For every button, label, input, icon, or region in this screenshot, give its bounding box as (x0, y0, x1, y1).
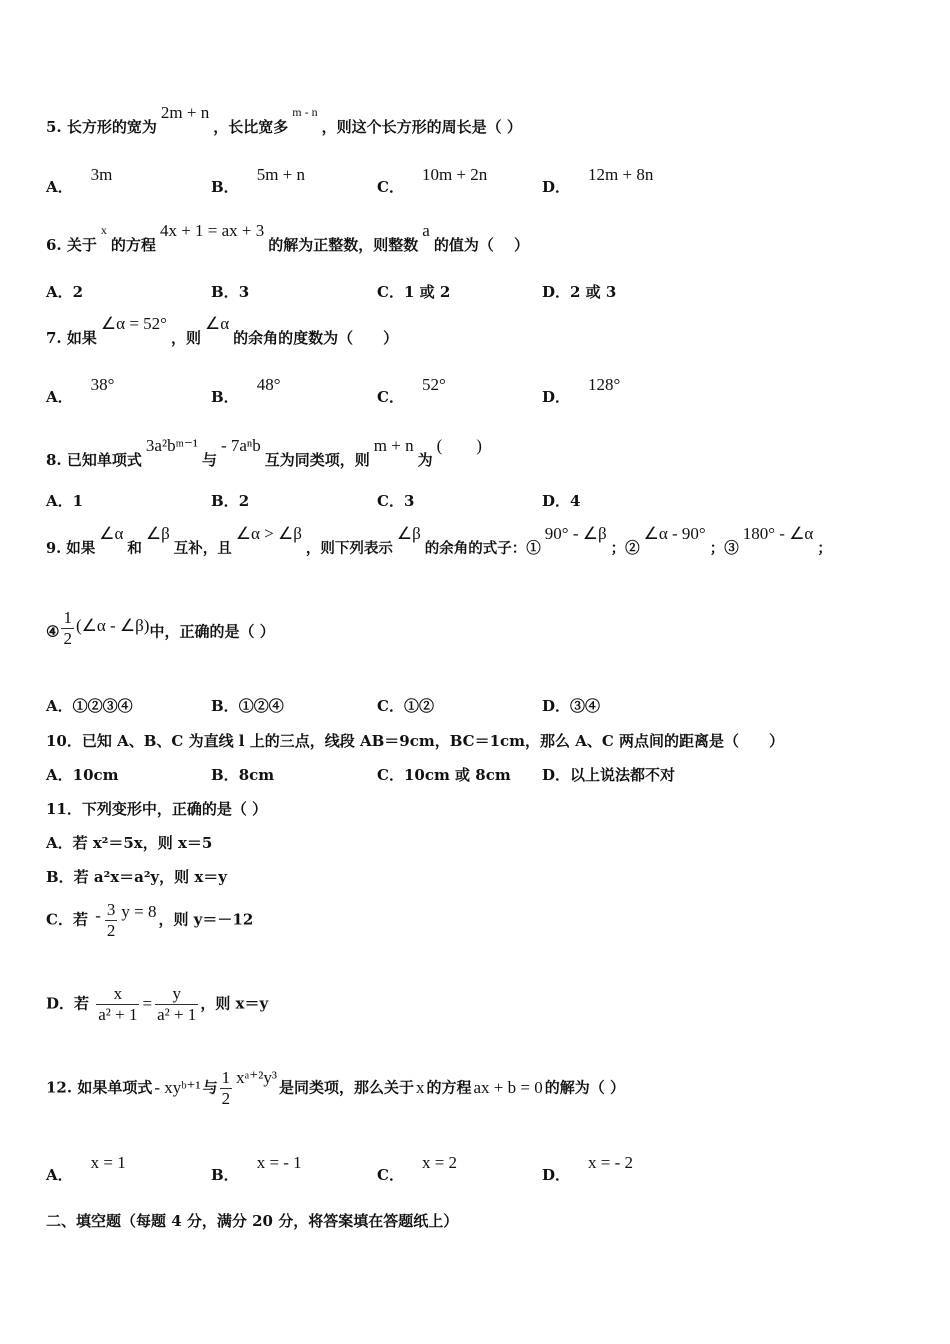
q6-option-a[interactable]: A．2 (46, 283, 84, 301)
fraction-x-over: $\frac{x}{\text{a² + 1}}$ (98, 984, 138, 1024)
q11-option-d[interactable]: D．若 $\frac{x}{\text{a² + 1}}$ = $\frac{y}{\text{a² + 1}}$ ，则 x＝y (46, 984, 269, 1024)
q11-option-a[interactable]: A．若 x²＝5x，则 x＝5 (46, 834, 213, 852)
q8-option-b[interactable]: B．2 (211, 492, 250, 510)
q12-option-d[interactable]: D．x = - 2 (542, 1153, 634, 1184)
q8-option-c[interactable]: C．3 (377, 492, 415, 510)
q12-option-a[interactable]: A．x = 1 (46, 1153, 126, 1184)
q7-option-c[interactable]: C．52° (377, 375, 446, 406)
fraction-half: $\frac{1}{2}$ (63, 608, 72, 648)
q11-option-b[interactable]: B．若 a²x＝a²y，则 x＝y (46, 868, 228, 886)
q7-option-b[interactable]: B．48° (211, 375, 281, 406)
q8-option-d[interactable]: D．4 (542, 492, 581, 510)
q5-option-d[interactable]: D．12m + 8n (542, 165, 654, 196)
question-10: 10．已知 A、B、C 为直线 l 上的三点，线段 AB＝9cm，BC＝1cm，那么 A、C 两点间的距离是（ ） (46, 732, 785, 750)
q10-option-d[interactable]: D．以上说法都不对 (542, 766, 676, 784)
q6-option-d[interactable]: D．2 或 3 (542, 283, 617, 301)
question-8: 8. 已知单项式3a²bᵐ⁻¹与- 7aⁿb互为同类项，则m + n为( ) (46, 436, 482, 469)
fraction-y-over: $\frac{y}{\text{a² + 1}}$ (157, 984, 197, 1024)
q9-option-c[interactable]: C．①② (377, 697, 434, 715)
q5-option-a[interactable]: A．3m (46, 165, 113, 196)
question-12: 12. 如果单项式 - xyᵇ⁺¹ 与 $\frac{1}{2}$ xᵃ⁺²y³是同类项，那么关于 x 的方程 ax + b = 0 的解为（ ） (46, 1067, 625, 1108)
q8-option-a[interactable]: A．1 (46, 492, 84, 510)
question-5: 5. 长方形的宽为2m + n，长比宽多$^{m - n}$，则这个长方形的周长是（ ） (46, 103, 522, 136)
q5-option-c[interactable]: C．10m + 2n (377, 165, 488, 196)
q12-option-b[interactable]: B．x = - 1 (211, 1153, 302, 1184)
question-9: 9. 如果∠α和∠β互补，且∠α > ∠β，则下列表示∠β的余角的式子：①90° - ∠β；②∠α - 90°；③180° - ∠α； (46, 524, 832, 557)
section-title-fill-in: 二、填空题（每题 4 分，满分 20 分，将答案填在答题纸上） (46, 1212, 459, 1230)
fraction-three-halves: $\frac{3}{2}$ (106, 900, 116, 940)
question-11: 11．下列变形中，正确的是（ ） (46, 800, 268, 818)
q6-option-b[interactable]: B．3 (211, 283, 250, 301)
q9-option-d[interactable]: D．③④ (542, 697, 601, 715)
q10-option-a[interactable]: A．10cm (46, 766, 119, 784)
question-6: 6. 关于$^x$的方程4x + 1 = ax + 3的解为正整数，则整数a的值为（ ） (46, 221, 530, 254)
fraction-half-q12: $\frac{1}{2}$ (221, 1068, 231, 1108)
q12-option-c[interactable]: C．x = 2 (377, 1153, 458, 1184)
q7-option-a[interactable]: A．38° (46, 375, 115, 406)
q6-option-c[interactable]: C．1 或 2 (377, 283, 451, 301)
question-9-line-2: ④ $\frac{1}{2}$ (∠α - ∠β)中，正确的是（ ） (46, 608, 275, 648)
q9-option-b[interactable]: B．①②④ (211, 697, 284, 715)
question-7: 7. 如果∠α = 52°，则∠α的余角的度数为（ ） (46, 314, 399, 347)
q7-option-d[interactable]: D．128° (542, 375, 621, 406)
q10-option-b[interactable]: B．8cm (211, 766, 275, 784)
q10-option-c[interactable]: C．10cm 或 8cm (377, 766, 511, 784)
q11-option-c[interactable]: C．若 - $\frac{3}{2}$ y = 8 ，则 y＝－12 (46, 900, 254, 940)
q5-option-b[interactable]: B．5m + n (211, 165, 305, 196)
q9-option-a[interactable]: A．①②③④ (46, 697, 133, 715)
